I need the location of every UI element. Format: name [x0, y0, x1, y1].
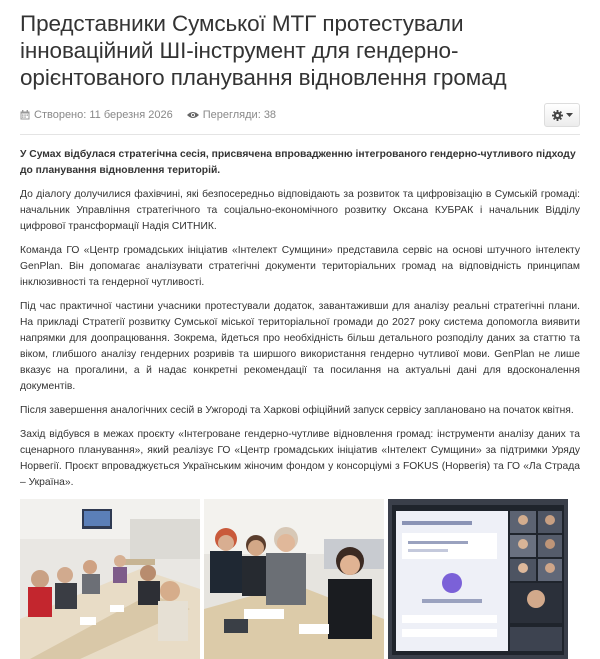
gear-icon [552, 110, 563, 121]
photo-video-conference[interactable] [388, 499, 568, 659]
article-body [20, 147, 580, 491]
paragraph: Захід відбувся в межах проєкту «Інтегроване гендерно-чутливе відновлення громад: інструменти аналізу даних та сценарного планування», який реалізує ГО «Центр громадських ініціатив «Інтелект Сумщини» за підтримки Уряду Норвегії. Проєкт впроваджується Українським жіночим фондом у консорціумі з FOKUS (Норвегія) та ГО «Ла Страда – Україна». [20, 429, 580, 488]
photo-participants[interactable] [204, 499, 384, 659]
eye-icon [187, 111, 199, 119]
divider [20, 134, 580, 135]
paragraph: До діалогу долучилися фахівчині, які безпосередньо відповідають за розвиток та цифровізацію в Сумській громаді: начальник Управління стратегічного та соціально-економічного розвитку Оксана КУБРАК і начальник Відділу цифрової трансформації Надія СИТНИК. [20, 189, 580, 232]
caret-down-icon [566, 113, 573, 118]
views-label: Перегляди: 38 [202, 109, 277, 121]
article-tools-button[interactable] [544, 103, 580, 127]
photo-session-room[interactable] [20, 499, 200, 659]
view-count [187, 109, 276, 121]
created-label: Створено: 11 березня 2026 [34, 109, 173, 121]
created-date [20, 109, 173, 121]
photo-gallery [20, 499, 580, 659]
lead-paragraph: У Сумах відбулася стратегічна сесія, присвячена впровадженню інтегрованого гендерно-чутливого підходу до планування відновлення територій. [20, 149, 576, 176]
paragraph: Після завершення аналогічних сесій в Ужгороді та Харкові офіційний запуск сервісу заплановано на початок квітня. [20, 405, 574, 416]
article-meta [20, 104, 580, 126]
article-title: Представники Сумської МТГ протестували інноваційний ШІ-інструмент для гендерно-орієнтованого планування відновлення громад [20, 11, 507, 90]
paragraph: Команда ГО «Центр громадських ініціатив «Інтелект Сумщини» представила сервіс на основі штучного інтелекту GenPlan. Він допомагає аналізувати стратегічні документи територіальних громад на відповідність принципам інклюзивності та гендерної чутливості. [20, 245, 580, 288]
paragraph: Під час практичної частини учасники протестували додаток, завантаживши для аналізу реальні стратегічні плани. На прикладі Стратегії розвитку Сумської міської територіальної громади до 2027 року система допомогла виявити напрямки для доопрацювання. Зокрема, йдеться про необхідність більш детального розподілу даних за статтю та віком, глибшого аналізу гендерних розривів та ширшого використання гендерно чутливої мови. GenPlan не лише вказує на прогалини, а й надає конкретні рекомендації та посилання на актуальні дані для вдосконалення документів. [20, 301, 580, 392]
calendar-icon [20, 110, 30, 120]
